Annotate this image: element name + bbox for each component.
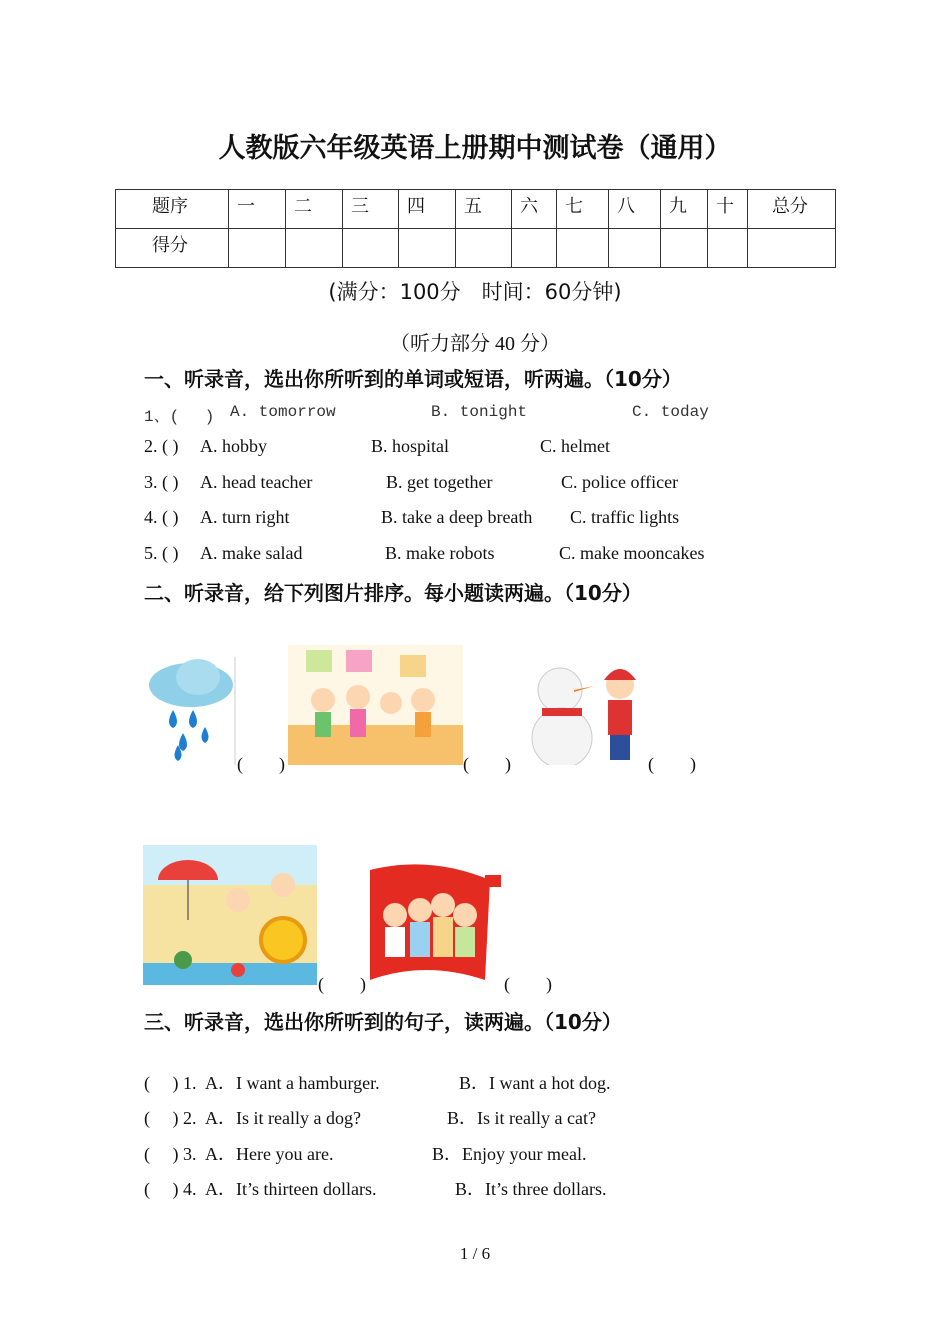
section1-heading: 一、听录音，选出你所听到的单词或短语，听两遍。（10分） <box>144 367 682 391</box>
option-a: A．It’s thirteen dollars. <box>205 1179 377 1199</box>
question-number: 4. ( ) <box>144 507 179 527</box>
option-b: B．I want a hot dog. <box>459 1073 611 1093</box>
table-cell: 五 <box>456 190 512 229</box>
option-a: A．I want a hamburger. <box>205 1073 380 1093</box>
option-b: B. hospital <box>371 436 450 456</box>
childrens-day-picture <box>288 645 463 765</box>
question-number: 3. ( ) <box>144 472 179 492</box>
score-input[interactable] <box>748 229 836 268</box>
score-table <box>115 189 836 268</box>
answer-blank[interactable]: ( ) <box>648 754 696 774</box>
section3-heading: 三、听录音，选出你所听到的句子，读两遍。（10分） <box>144 1010 622 1034</box>
question-number: ( ) 4. <box>144 1179 197 1199</box>
question-number: ( ) 1. <box>144 1073 197 1093</box>
question-number: ( ) 3. <box>144 1144 197 1164</box>
option-b: B．Enjoy your meal. <box>432 1144 587 1164</box>
exam-meta: (满分：100分 时间：60分钟) <box>328 280 622 304</box>
answer-blank[interactable]: ( ) <box>504 974 552 994</box>
question-number: 5. ( ) <box>144 543 179 563</box>
option-b: B. make robots <box>385 543 495 563</box>
table-cell: 七 <box>557 190 609 229</box>
option-b: B. get together <box>386 472 493 492</box>
question-number: 1、( ) <box>144 408 215 426</box>
table-cell: 四 <box>399 190 456 229</box>
score-input[interactable] <box>557 229 609 268</box>
option-a: A．Here you are. <box>205 1144 334 1164</box>
option-b: B. tonight <box>431 403 528 421</box>
score-input[interactable] <box>708 229 748 268</box>
table-cell: 三 <box>343 190 399 229</box>
table-cell: 二 <box>286 190 343 229</box>
answer-blank[interactable]: ( ) <box>318 974 366 994</box>
option-c: C. police officer <box>561 472 679 492</box>
score-input[interactable] <box>661 229 708 268</box>
score-input[interactable] <box>286 229 343 268</box>
table-cell: 得分 <box>116 229 229 268</box>
option-a: A. turn right <box>200 507 290 527</box>
score-input[interactable] <box>399 229 456 268</box>
score-input[interactable] <box>456 229 512 268</box>
table-cell: 十 <box>708 190 748 229</box>
option-a: A．Is it really a dog? <box>205 1108 361 1128</box>
table-cell: 八 <box>609 190 661 229</box>
score-input[interactable] <box>512 229 557 268</box>
option-a: A. head teacher <box>200 472 313 492</box>
table-row <box>116 229 836 268</box>
answer-blank[interactable]: ( ) <box>463 754 511 774</box>
snowman-picture <box>512 660 647 765</box>
table-cell: 六 <box>512 190 557 229</box>
option-b: B．Is it really a cat? <box>447 1108 596 1128</box>
table-cell: 一 <box>229 190 286 229</box>
option-a: A. hobby <box>200 436 267 456</box>
option-b: B．It’s three dollars. <box>455 1179 607 1199</box>
beach-picture <box>143 845 317 985</box>
option-c: C. today <box>632 403 709 421</box>
page-number: 1 / 6 <box>459 1244 491 1263</box>
question-number: ( ) 2. <box>144 1108 197 1128</box>
table-row <box>116 190 836 229</box>
score-input[interactable] <box>229 229 286 268</box>
table-cell: 总分 <box>748 190 836 229</box>
table-cell: 题序 <box>116 190 229 229</box>
question-number: 2. ( ) <box>144 436 179 456</box>
option-a: A. tomorrow <box>230 403 336 421</box>
listening-header: （听力部分 40 分） <box>390 333 560 355</box>
answer-blank[interactable]: ( ) <box>237 754 285 774</box>
rain-cloud-picture <box>143 655 237 767</box>
page-title: 人教版六年级英语上册期中测试卷（通用） <box>218 133 732 164</box>
option-c: C. helmet <box>540 436 610 456</box>
table-cell: 九 <box>661 190 708 229</box>
option-b: B. take a deep breath <box>381 507 533 527</box>
score-input[interactable] <box>609 229 661 268</box>
section2-heading: 二、听录音，给下列图片排序。每小题读两遍。（10分） <box>144 581 642 605</box>
option-c: C. traffic lights <box>570 507 680 527</box>
national-day-picture <box>365 860 505 985</box>
score-input[interactable] <box>343 229 399 268</box>
option-c: C. make mooncakes <box>559 543 705 563</box>
option-a: A. make salad <box>200 543 303 563</box>
